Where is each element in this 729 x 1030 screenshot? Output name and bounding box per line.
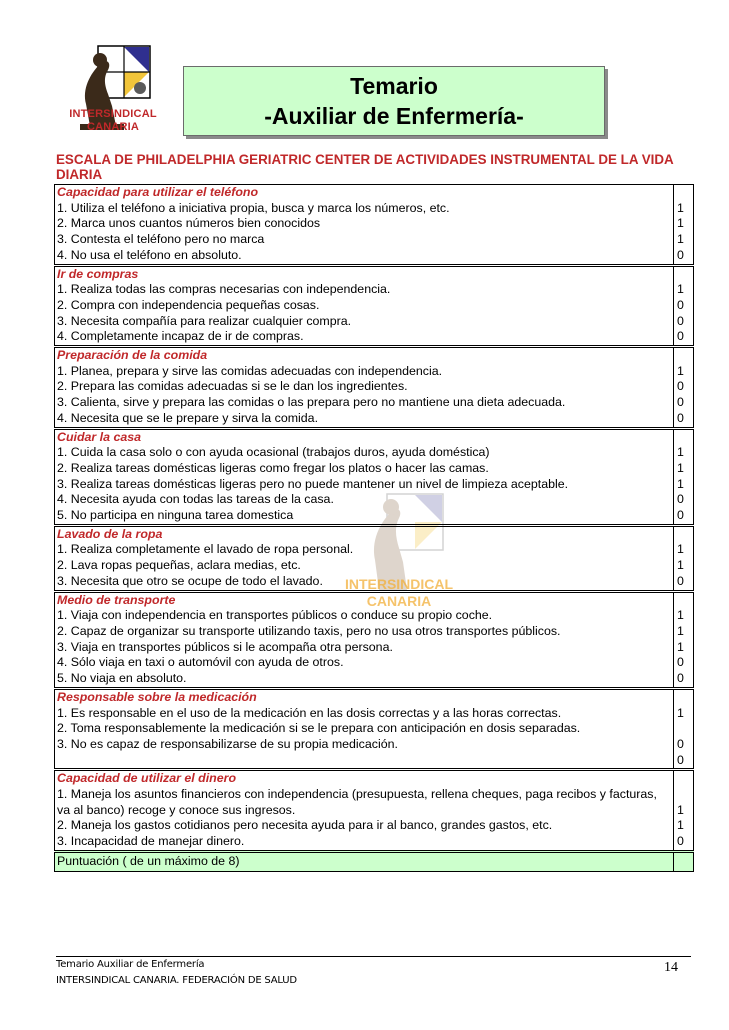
footer-line-2: INTERSINDICAL CANARIA. FEDERACIÓN DE SALUD [56, 975, 297, 986]
logo-text [58, 108, 168, 134]
score-spacer [677, 527, 691, 543]
table-row [55, 347, 694, 429]
score-spacer [677, 185, 691, 201]
section-cell [55, 591, 674, 688]
section-heading: Preparación de la comida [57, 348, 208, 363]
list-item: 1. Maneja los asuntos financieros con independencia (presupuesta, rellena cheques, paga recibos y facturas, va al banco) recoge y conoce sus ingresos. [57, 787, 657, 817]
list-item: 2. Lava ropas pequeñas, aclara medias, etc. [57, 558, 301, 573]
scale-title: ESCALA DE PHILADELPHIA GERIATRIC CENTER DE ACTIVIDADES INSTRUMENTAL DE LA VIDA DIARIA [56, 152, 674, 182]
score-cell [674, 347, 694, 429]
section-heading: Lavado de la ropa [57, 526, 163, 541]
total-value-cell [674, 851, 694, 871]
page-title: Temario [350, 73, 438, 99]
list-item: 3. No es capaz de responsabilizarse de su propia medicación. [57, 736, 398, 751]
score-cell [674, 265, 694, 347]
score-value: 0 [677, 297, 684, 312]
watermark-text-line-2: CANARIA [366, 593, 432, 609]
page-subtitle: -Auxiliar de Enfermería- [264, 103, 524, 129]
score-value: 0 [677, 655, 684, 670]
list-item: 4. No usa el teléfono en absoluto. [57, 247, 242, 262]
score-value: 1 [677, 608, 684, 623]
score-spacer [677, 771, 691, 787]
score-value: 1 [677, 460, 684, 475]
score-spacer [677, 593, 691, 609]
list-item: 2. Maneja los gastos cotidianos pero necesita ayuda para ir al banco, grandes gastos, etc. [57, 818, 553, 833]
score-value: 0 [677, 247, 684, 262]
list-item: 1. Planea, prepara y sirve las comidas adecuadas con independencia. [57, 363, 443, 378]
score-cell [674, 770, 694, 852]
list-item: 2. Realiza tareas domésticas ligeras como fregar los platos o hacer las camas. [57, 460, 489, 475]
list-item: 5. No participa en ninguna tarea domestica [57, 508, 294, 523]
list-item: 1. Realiza completamente el lavado de ropa personal. [57, 542, 354, 557]
section-heading: Responsable sobre la medicación [57, 689, 257, 704]
score-value [677, 721, 691, 737]
table-row [55, 591, 694, 688]
score-cell [674, 688, 694, 770]
section-heading: Medio de transporte [57, 592, 176, 607]
page-number: 14 [664, 960, 678, 975]
score-value: 1 [677, 216, 684, 231]
table-row [55, 185, 694, 266]
logo-text-line-1: INTERSINDICAL [69, 108, 157, 120]
score-value: 1 [677, 705, 684, 720]
section-cell [55, 428, 674, 525]
list-item: 3. Realiza tareas domésticas ligeras pero no puede mantener un nivel de limpieza aceptable. [57, 476, 569, 491]
score-cell [674, 428, 694, 525]
section-heading: Cuidar la casa [57, 429, 142, 444]
score-spacer [677, 430, 691, 446]
list-item: 2. Prepara las comidas adecuadas si se le dan los ingredientes. [57, 379, 408, 394]
score-value: 0 [677, 410, 684, 425]
section-cell [55, 688, 674, 770]
list-item: 1. Realiza todas las compras necesarias con independencia. [57, 282, 391, 297]
score-value: 0 [677, 573, 684, 588]
score-value: 0 [677, 736, 684, 751]
score-spacer [677, 267, 691, 283]
logo-text-line-2: CANARIA [86, 121, 140, 133]
list-item: 3. Necesita que otro se ocupe de todo el lavado. [57, 573, 323, 588]
list-item: 1. Viaja con independencia en transportes públicos o conduce su propio coche. [57, 608, 493, 623]
list-item: 1. Utiliza el teléfono a iniciativa propia, busca y marca los números, etc. [57, 200, 450, 215]
list-item: 4. Sólo viaja en taxi o automóvil con ayuda de otros. [57, 655, 344, 670]
footer-divider [56, 956, 691, 957]
list-item: 1. Es responsable en el uso de la medicación en las dosis correctas y a las horas correctas. [57, 705, 562, 720]
score-value: 0 [677, 492, 684, 507]
score-cell [674, 185, 694, 266]
section-heading: Ir de compras [57, 266, 139, 281]
total-row [55, 851, 694, 871]
scale-table [54, 184, 694, 872]
score-value: 1 [677, 558, 684, 573]
list-item: 3. Contesta el teléfono pero no marca [57, 232, 265, 247]
score-value: 1 [677, 445, 684, 460]
score-cell [674, 525, 694, 591]
section-cell [55, 185, 674, 266]
list-item: 3. Viaja en transportes públicos si le acompaña otra persona. [57, 639, 393, 654]
score-value: 0 [677, 329, 684, 344]
watermark-text-line-1: INTERSINDICAL [344, 576, 454, 592]
list-item: 1. Cuida la casa solo o con ayuda ocasional (trabajos duros, ayuda doméstica) [57, 445, 490, 460]
footer-line-1: Temario Auxiliar de Enfermería [56, 959, 205, 970]
list-item: 3. Calienta, sirve y prepara las comidas o las prepara pero no mantiene una dieta adecuada. [57, 395, 566, 410]
score-value: 1 [677, 232, 684, 247]
section-heading: Capacidad de utilizar el dinero [57, 771, 237, 786]
score-value: 0 [677, 834, 684, 849]
list-item: 3. Incapacidad de manejar dinero. [57, 834, 245, 849]
score-value: 0 [677, 395, 684, 410]
score-value: 0 [677, 671, 684, 686]
list-item: 3. Necesita compañía para realizar cualquier compra. [57, 313, 352, 328]
score-value: 1 [677, 542, 684, 557]
list-item: 2. Toma responsablemente la medicación si se le prepara con anticipación en dosis separadas. [57, 721, 581, 736]
list-item: 4. Necesita ayuda con todas las tareas de la casa. [57, 492, 334, 507]
total-label: Puntuación ( de un máximo de 8) [55, 851, 674, 871]
section-cell [55, 525, 674, 591]
section-cell [55, 770, 674, 852]
score-value: 1 [677, 639, 684, 654]
score-value: 1 [677, 623, 684, 638]
score-spacer [677, 348, 691, 364]
title-box [183, 66, 605, 136]
score-value: 1 [677, 476, 684, 491]
section-cell [55, 265, 674, 347]
score-value [677, 787, 691, 803]
section-cell [55, 347, 674, 429]
table-row [55, 265, 694, 347]
list-item: 2. Marca unos cuantos números bien conocidos [57, 216, 321, 231]
score-value: 1 [677, 802, 684, 817]
scale-table-body [55, 185, 694, 872]
score-value: 1 [677, 363, 684, 378]
score-value: 1 [677, 282, 684, 297]
table-row [55, 688, 694, 770]
list-item: 2. Compra con independencia pequeñas cosas. [57, 297, 320, 312]
list-item: 4. Necesita que se le prepare y sirva la comida. [57, 410, 319, 425]
list-item: 2. Capaz de organizar su transporte utilizando taxis, pero no usa otros transportes públicos. [57, 623, 561, 638]
table-row [55, 428, 694, 525]
score-value: 0 [677, 508, 684, 523]
list-item: 4. Completamente incapaz de ir de compras. [57, 329, 304, 344]
score-value: 0 [677, 752, 684, 767]
list-item: 5. No viaja en absoluto. [57, 671, 187, 686]
score-cell [674, 591, 694, 688]
score-value: 1 [677, 818, 684, 833]
table-row [55, 770, 694, 852]
score-spacer [677, 690, 691, 706]
section-heading: Capacidad para utilizar el teléfono [57, 185, 259, 199]
score-value: 1 [677, 200, 684, 215]
score-value: 0 [677, 313, 684, 328]
table-row [55, 525, 694, 591]
score-value: 0 [677, 379, 684, 394]
